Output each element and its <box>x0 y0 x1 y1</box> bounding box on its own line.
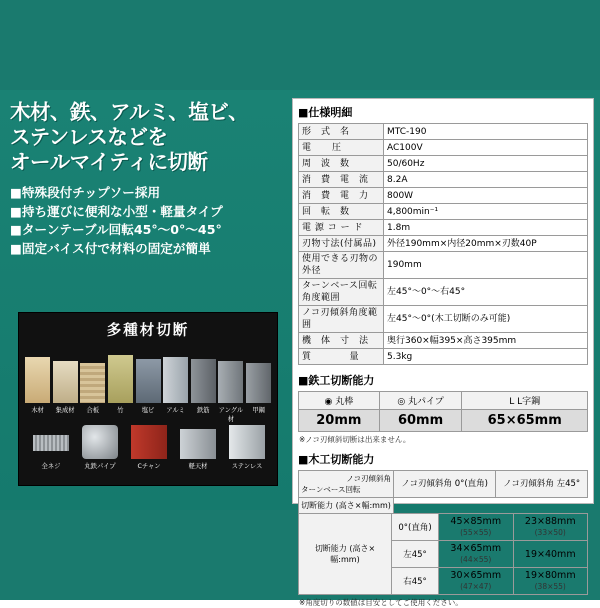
table-row <box>299 498 588 514</box>
table-row <box>299 279 588 306</box>
spec-key: ノコ刃傾斜角度範囲 <box>299 306 384 333</box>
sample-laminated <box>53 361 78 403</box>
wood-cell-main: 23×88mm <box>524 516 576 527</box>
wood-cell-2-1 <box>513 568 588 595</box>
steel-value-l-angle: 65×65mm <box>462 410 588 432</box>
wood-cell-sub: (33×50) <box>534 528 566 537</box>
wood-row-0deg: 0°(直角) <box>392 514 439 541</box>
wood-cell-main: 19×40mm <box>524 548 576 560</box>
label-bamboo: 竹 <box>117 407 124 414</box>
wood-cell-main: 34×65mm <box>450 543 502 554</box>
spec-section-title: ■仕様明細 <box>298 106 353 119</box>
spec-value: 左45°〜0°〜右45° <box>384 279 588 306</box>
label-wood: 木材 <box>31 407 44 414</box>
spec-key: 消 費 電 力 <box>299 188 384 204</box>
wood-corner-label-2: 切断能力 (高さ×幅:mm) <box>299 514 392 595</box>
sample-aluminum <box>163 357 188 403</box>
sample-bamboo <box>108 355 133 403</box>
steel-header-round-pipe: ◎ 丸パイプ <box>379 392 462 410</box>
table-row <box>299 410 588 432</box>
table-row <box>299 392 588 410</box>
spec-key: 電 圧 <box>299 140 384 156</box>
spec-value: 奥行360×幅395×高さ395mm <box>384 333 588 349</box>
label-round-pipe: 丸鉄パイプ <box>84 463 116 470</box>
steel-value-round-bar: 20mm <box>299 410 380 432</box>
spec-value: 5.3kg <box>384 349 588 365</box>
table-row <box>299 220 588 236</box>
table-row <box>299 471 588 498</box>
wood-corner-label: 切断能力 (高さ×幅:mm) <box>299 498 394 514</box>
bullet-3: ■ターンテーブル回転45°〜0°〜45° <box>10 222 222 237</box>
spec-key: 使用できる刃物の外径 <box>299 252 384 279</box>
content-area <box>0 90 600 607</box>
spec-value: 外径190mm×内径20mm×刃数40P <box>384 236 588 252</box>
wood-cell-main: 19×80mm <box>524 570 576 581</box>
steel-capacity-table <box>298 391 588 432</box>
material-photo-panel <box>18 312 278 486</box>
table-row <box>299 333 588 349</box>
spec-panel <box>292 98 594 607</box>
wood-cell-main: 30×65mm <box>450 570 502 581</box>
sample-c-channel <box>131 425 167 459</box>
spec-value: 190mm <box>384 252 588 279</box>
spec-value: 50/60Hz <box>384 156 588 172</box>
spec-value: 4,800min⁻¹ <box>384 204 588 220</box>
material-samples-row-2 <box>33 417 265 459</box>
sample-rebar <box>191 359 216 403</box>
spec-table <box>298 123 588 365</box>
headline <box>10 100 282 175</box>
table-row <box>299 252 588 279</box>
material-labels-row-2 <box>33 461 265 470</box>
spec-key: 刃物寸法(付属品) <box>299 236 384 252</box>
label-plywood: 合板 <box>86 407 100 414</box>
steel-header-round-bar: ◉ 丸棒 <box>299 392 380 410</box>
spec-value: 800W <box>384 188 588 204</box>
table-row <box>299 140 588 156</box>
spec-key: 機 体 寸 法 <box>299 333 384 349</box>
spec-value: AC100V <box>384 140 588 156</box>
top-band <box>0 0 600 90</box>
table-row <box>299 156 588 172</box>
label-light-steel: 軽天材 <box>188 463 208 470</box>
label-aluminum: アルミ <box>166 407 185 414</box>
label-angle: アングル材 <box>218 407 244 423</box>
spec-key: 形 式 名 <box>299 124 384 140</box>
table-row <box>299 172 588 188</box>
steel-note: ※ノコ刃傾斜切断は出来ません。 <box>299 435 411 444</box>
bullet-4: ■固定バイス付で材料の固定が簡単 <box>10 240 211 256</box>
headline-line-3: オールマイティに切断 <box>10 150 208 174</box>
wood-head-bevel: ノコ刃傾斜角 <box>346 474 391 483</box>
label-rebar: 鉄筋 <box>196 407 210 414</box>
wood-cell-0-0 <box>439 514 514 541</box>
table-row <box>299 349 588 365</box>
sample-kou <box>246 363 271 403</box>
table-row <box>299 124 588 140</box>
label-c-channel: Cチャン <box>137 463 161 470</box>
sample-wood <box>25 357 50 403</box>
table-row <box>299 236 588 252</box>
wood-cell-sub: (47×47) <box>460 582 492 591</box>
wood-row-right45: 右45° <box>392 568 439 595</box>
label-laminated: 集成材 <box>55 407 75 414</box>
wood-cell-main: 45×85mm <box>450 516 502 527</box>
headline-line-1: 木材、鉄、アルミ、塩ビ、 <box>10 100 249 124</box>
wood-col-0deg: ノコ刃傾斜角 0°(直角) <box>394 471 496 498</box>
spec-key: ターンベース回転角度範囲 <box>299 279 384 306</box>
wood-col-left45: ノコ刃傾斜角 左45° <box>496 471 588 498</box>
sample-threaded-rod <box>33 435 69 451</box>
spec-key: 周 波 数 <box>299 156 384 172</box>
spec-value: 1.8m <box>384 220 588 236</box>
label-pvc: 塩ビ <box>141 407 155 414</box>
wood-head-turn: ターンベース回転 <box>301 485 361 494</box>
sample-stainless <box>229 425 265 459</box>
wood-cell-1-0 <box>439 541 514 568</box>
material-samples-row-1 <box>25 343 271 403</box>
wood-capacity-rows <box>298 513 588 595</box>
sample-pvc <box>136 359 161 403</box>
bullet-1: ■特殊段付チップソー採用 <box>10 185 161 200</box>
spec-value: MTC-190 <box>384 124 588 140</box>
wood-cell-1-1 <box>513 541 588 568</box>
label-threaded-rod: 全ネジ <box>41 463 61 470</box>
label-kou: 甲鋼 <box>252 407 265 414</box>
table-row <box>299 306 588 333</box>
wood-capacity-table <box>298 470 588 514</box>
wood-cell-sub: (38×55) <box>534 582 566 591</box>
table-row <box>299 514 588 541</box>
label-stainless: ステンレス <box>231 463 263 470</box>
sample-angle <box>218 361 243 403</box>
table-row <box>299 188 588 204</box>
sample-plywood <box>80 363 105 403</box>
feature-bullets <box>10 184 282 258</box>
spec-key: 電 源 コ ー ド <box>299 220 384 236</box>
spec-key: 質 量 <box>299 349 384 365</box>
wood-row-left45: 左45° <box>392 541 439 568</box>
sample-light-steel <box>180 429 216 459</box>
steel-header-l-angle: L L字鋼 <box>462 392 588 410</box>
bullet-2: ■持ち運びに便利な小型・軽量タイプ <box>10 203 223 219</box>
steel-value-round-pipe: 60mm <box>379 410 462 432</box>
wood-cell-0-1 <box>513 514 588 541</box>
headline-line-2: ステンレスなどを <box>10 125 168 149</box>
table-row <box>299 204 588 220</box>
sample-round-pipe <box>82 425 118 459</box>
wood-cell-sub: (44×55) <box>460 555 492 564</box>
spec-key: 消 費 電 流 <box>299 172 384 188</box>
wood-cell-2-0 <box>439 568 514 595</box>
photo-title: 多種材切断 <box>106 323 190 339</box>
spec-key: 回 転 数 <box>299 204 384 220</box>
steel-section-title: ■鉄工切断能力 <box>298 374 375 387</box>
wood-section-title: ■木工切断能力 <box>298 453 375 466</box>
spec-value: 8.2A <box>384 172 588 188</box>
spec-value: 左45°〜0°(木工切断のみ可能) <box>384 306 588 333</box>
wood-note: ※角度切りの数値は目安としてご使用ください。 <box>299 598 463 607</box>
wood-cell-sub: (55×55) <box>460 528 492 537</box>
